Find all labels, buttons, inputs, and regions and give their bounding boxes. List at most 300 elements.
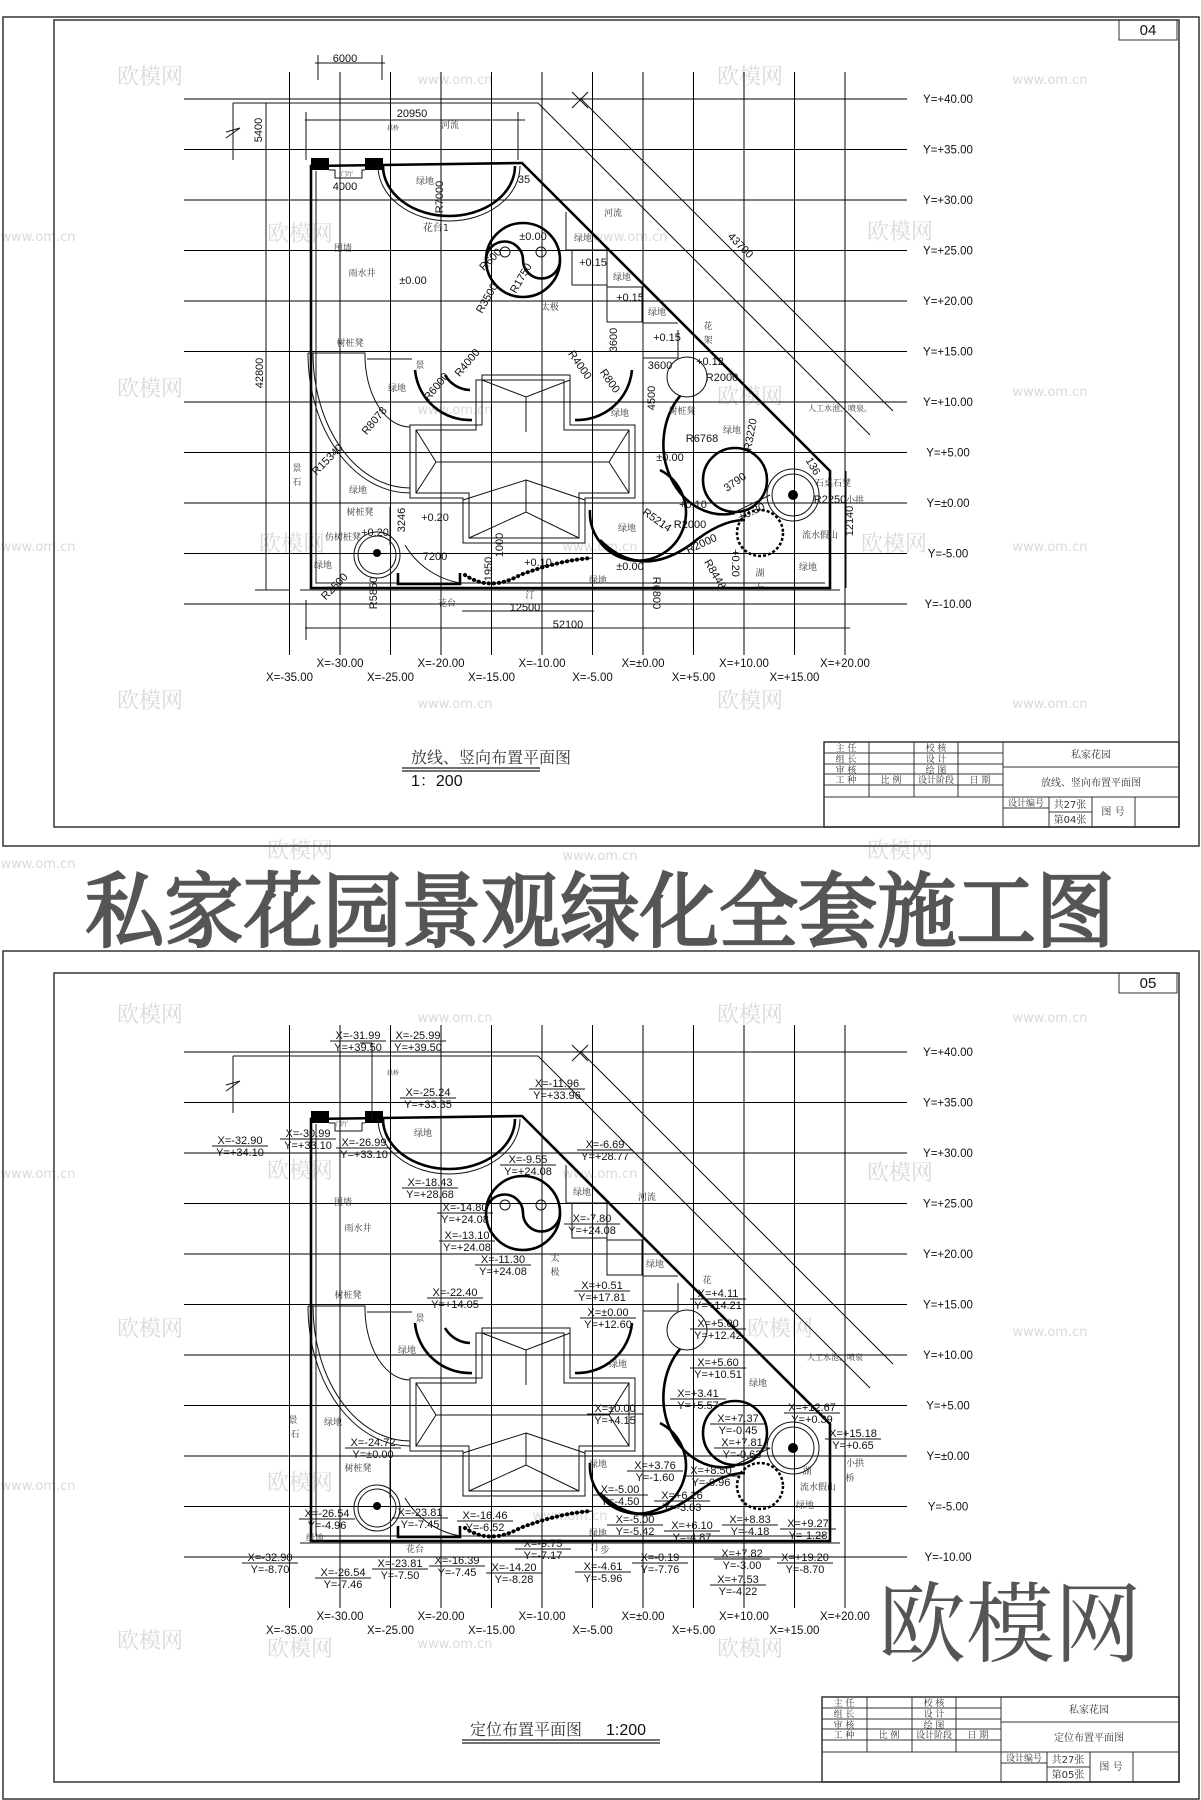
dimension-label: R2250 (813, 494, 847, 506)
coord-x: X=+8.83 (729, 1514, 771, 1526)
y-axis-label: Y=+5.00 (926, 1400, 970, 1413)
area-label: 绿地 (588, 1529, 608, 1539)
watermark-url: www.om.cn (562, 540, 638, 555)
drawing-title (462, 1720, 660, 1743)
watermark-url: www.om.cn (417, 73, 493, 88)
watermark-url: www.om.cn (1012, 540, 1088, 555)
area-label: 绿地 (617, 524, 637, 534)
watermark-url: www.om.cn (562, 849, 638, 864)
dimension-label: +0.10 (679, 499, 707, 511)
dimension-label: R600 (477, 246, 505, 274)
coord-y: Y=+39.50 (394, 1042, 442, 1054)
footer-label: 日 期 (969, 776, 991, 786)
watermark-logo: 欧模网 (116, 377, 184, 402)
role-label: 审 核 (835, 766, 857, 776)
coord-y: Y=±0.00 (352, 1449, 394, 1461)
taiji-dot (500, 1200, 510, 1210)
title-block (824, 742, 1179, 827)
sheet-outer-border (0, 17, 1199, 846)
coord-x: X=+3.76 (634, 1460, 676, 1472)
coord-x: X=-7.80 (572, 1213, 612, 1225)
coordinate-callout (690, 1288, 746, 1312)
area-label: 石 (755, 583, 765, 593)
coord-y: Y=+24.08 (443, 1242, 491, 1254)
footer-label: 工 种 (833, 1731, 855, 1741)
tree-stump-seat (373, 1502, 381, 1510)
watermark-url: www.om.cn (0, 1479, 76, 1494)
drawing-scale: 1:200 (606, 1722, 647, 1739)
dimension-label: R2000 (673, 519, 707, 531)
semicircle-bed-outer (378, 166, 520, 221)
x-axis-label: X=-10.00 (518, 1611, 566, 1623)
area-label: 绿地 (645, 1260, 665, 1270)
watermark-url: www.om.cn (0, 230, 76, 245)
coord-x: X=+8.50 (690, 1465, 732, 1477)
sheet-number: 05 (1139, 975, 1157, 992)
coordinate-callout (714, 1548, 770, 1572)
coord-y: Y=-8.70 (250, 1564, 290, 1576)
coord-x: X=-26.54 (304, 1508, 350, 1520)
coord-y: Y=+24.08 (479, 1266, 527, 1278)
area-label: 绿地 (397, 1346, 417, 1356)
area-label: 花台 (405, 1545, 425, 1555)
coord-y: Y=-3.03 (662, 1502, 702, 1514)
coord-x: X=+6.10 (671, 1520, 713, 1532)
coord-y: Y=+12.42 (694, 1330, 742, 1342)
coordinate-callout (400, 1087, 456, 1111)
coord-y: Y=+14.21 (694, 1300, 742, 1312)
watermark-url: www.om.cn (417, 1637, 493, 1652)
dimension-label: R8448 (701, 557, 728, 592)
dimension-label: 1950 (483, 556, 495, 582)
dimension-label: R15340 (310, 442, 346, 478)
coordinate-callout (627, 1460, 683, 1484)
area-label: 绿地 (798, 563, 818, 573)
area-label: 桥 (845, 1474, 855, 1484)
design-number-label: 设计编号 (1005, 1754, 1043, 1764)
area-label: 绿地 (588, 576, 608, 586)
sheet-inner-frame (54, 20, 1179, 827)
watermark-url: www.om.cn (592, 230, 668, 245)
coordinate-grid (184, 1025, 973, 1637)
watermark-logo: 欧模网 (258, 532, 326, 557)
area-label: 架 (703, 336, 713, 346)
x-axis-label: X=-5.00 (572, 1625, 613, 1637)
dimension-label: R2000 (684, 531, 719, 557)
area-label: 汀 (590, 1543, 600, 1553)
dimension-label: R4000 (452, 346, 483, 380)
dimension-label: 3600 (608, 327, 620, 353)
dimension-label: 35 (517, 174, 531, 186)
area-label: 花 (702, 1276, 712, 1286)
dimension-label: +0.15 (653, 332, 681, 344)
x-axis-label: X=-15.00 (468, 672, 515, 684)
taiji-curve (486, 1195, 560, 1232)
y-axis-label: Y=-5.00 (927, 548, 969, 561)
coord-x: X=+6.26 (661, 1490, 703, 1502)
coordinate-grid (184, 72, 973, 684)
dimension-label: 7200 (422, 551, 448, 563)
y-axis-label: Y=±0.00 (926, 1451, 970, 1463)
coordinate-callout (592, 1484, 648, 1508)
dimension-label: 6000 (332, 53, 358, 65)
dimension-label: R800 (597, 367, 622, 396)
y-axis-label: Y=+5.00 (926, 447, 970, 460)
watermark-url: www.om.cn (1012, 385, 1088, 400)
area-label: 门厅 (340, 171, 354, 178)
coord-x: X=-31.99 (335, 1030, 381, 1042)
area-label: 小拱 (845, 1459, 865, 1469)
taiji-dot (536, 1200, 546, 1210)
dimension-label: +0.30 (736, 500, 767, 524)
watermark-url: www.om.cn (417, 697, 493, 712)
drawing-number-label: 图 号 (1099, 1762, 1123, 1773)
area-label: 河流 (440, 121, 460, 131)
planting-arc (445, 1328, 470, 1343)
dimension-label: R1750 (508, 261, 535, 296)
dimension-label: R2000 (705, 372, 739, 384)
watermark-logo-large: 欧模网 (877, 1573, 1143, 1676)
coordinate-callout (390, 1030, 446, 1054)
dimension-label: R6800 (650, 576, 662, 610)
coord-x: X=+3.41 (677, 1388, 719, 1400)
site-plan (226, 1043, 893, 1543)
role-label: 组 长 (835, 755, 857, 765)
x-axis-label: X=-5.00 (572, 672, 613, 684)
coord-y: Y=-6.52 (465, 1522, 505, 1534)
dimension-label: 3246 (396, 507, 408, 533)
watermark-logo: 欧模网 (866, 839, 934, 864)
footer-label: 日 期 (967, 1731, 989, 1741)
dimension-label: R4000 (565, 348, 594, 382)
dimension-label: R3500 (474, 281, 501, 316)
dimension-43700-line (580, 98, 893, 411)
coord-x: X=-32.90 (217, 1135, 263, 1147)
coord-x: X=-4.61 (583, 1561, 623, 1573)
coord-x: X=+7.53 (717, 1574, 759, 1586)
watermark-logo: 欧模网 (866, 220, 934, 245)
area-label: 景 (415, 361, 425, 371)
coord-y: Y=-0.45 (718, 1425, 758, 1437)
coord-x: X=-23.81 (397, 1507, 443, 1519)
coord-y: Y=+4.15 (594, 1415, 636, 1427)
gate-pillar (365, 158, 383, 170)
drawing-title-text: 定位布置平面图 (470, 1720, 583, 1739)
dimension-label: R3220 (742, 417, 760, 452)
x-axis-label: X=-15.00 (468, 1625, 515, 1637)
x-axis-label: X=-30.00 (316, 658, 364, 670)
watermark-logo: 欧模网 (266, 222, 334, 247)
dimension-label: 52100 (552, 619, 584, 631)
area-label: 石 (290, 1430, 300, 1440)
coord-y: Y=+0.39 (791, 1414, 833, 1426)
coordinate-callout (437, 1202, 493, 1226)
watermark-logo: 欧模网 (716, 65, 784, 90)
coord-y: Y=-7.46 (323, 1579, 363, 1591)
y-axis-label: Y=+25.00 (923, 1198, 973, 1211)
area-label: 人工水池、喷泉。 (808, 404, 872, 413)
watermark-url: www.om.cn (417, 1011, 493, 1026)
coordinate-callout (722, 1514, 778, 1538)
project-name: 私家花园 (1071, 750, 1111, 761)
dimension-label: 4500 (646, 385, 658, 411)
footer-label: 设计阶段 (917, 776, 955, 786)
taiji-dot (536, 247, 546, 257)
watermark-url: www.om.cn (0, 540, 76, 555)
dimension-label: R7000 (434, 180, 446, 214)
area-label: 树桩凳 (344, 1464, 372, 1474)
coord-x: X=-0.19 (640, 1552, 680, 1564)
y-axis-label: Y=+30.00 (923, 1148, 973, 1160)
watermark-logo: 欧模网 (116, 1629, 184, 1654)
role-label: 主 任 (833, 1699, 855, 1709)
area-label: 湖 (755, 569, 765, 579)
role-label: 绘 图 (923, 1721, 945, 1731)
area-label: 石桌石凳 (814, 479, 852, 489)
coordinate-callout (777, 1552, 833, 1576)
quarter-arc-inner (308, 1306, 410, 1380)
x-axis-label: X=-25.00 (367, 1625, 414, 1637)
role-label: 审 核 (833, 1721, 855, 1731)
area-label: 极 (550, 1268, 560, 1278)
coord-x: X=-18.43 (407, 1177, 453, 1189)
watermark-logo: 欧模网 (116, 1003, 184, 1028)
coord-x: X=-5.00 (615, 1514, 655, 1526)
watermark-logo: 欧模网 (266, 1471, 334, 1496)
area-label: 仿树桩凳 (324, 533, 362, 543)
area-label: 小拱 (845, 496, 865, 506)
coordinate-callout (336, 1137, 392, 1161)
total-sheets: 共27张 (1053, 800, 1087, 811)
coordinate-callout (825, 1428, 881, 1452)
watermark-logo: 欧模网 (860, 532, 928, 557)
x-axis-label: X=-30.00 (316, 1611, 364, 1623)
watermark-logo: 欧模网 (116, 65, 184, 90)
coord-y: Y=+0.65 (832, 1440, 874, 1452)
semicircle-bed-outer (378, 1119, 520, 1174)
dimension-label: 136 (802, 455, 823, 478)
footer-label: 工 种 (835, 776, 857, 786)
y-axis-label: Y=±0.00 (926, 498, 970, 510)
watermark-logo: 欧模网 (116, 689, 184, 714)
area-label: 太极 (540, 303, 560, 313)
watermark-url: www.om.cn (0, 857, 76, 872)
role-label: 校 核 (923, 1699, 945, 1709)
watermark-url: www.om.cn (1012, 1011, 1088, 1026)
coord-y: Y=+24.08 (568, 1225, 616, 1237)
watermark-logo: 欧模网 (266, 1159, 334, 1184)
area-label: 石 (292, 478, 302, 488)
dimension-label: 42800 (254, 357, 266, 389)
y-axis-label: Y=+30.00 (923, 195, 973, 207)
x-axis-label: X=-20.00 (417, 658, 465, 670)
area-label: 景 (415, 1314, 425, 1324)
coordinate-callout (392, 1507, 448, 1531)
coord-y: Y=+34.10 (216, 1147, 264, 1159)
area-label: 绿地 (572, 1188, 592, 1198)
x-axis-label: X=-35.00 (266, 1625, 313, 1637)
area-label: 围墙 (333, 244, 353, 254)
stone-table (788, 1443, 798, 1453)
area-label: 绿地 (610, 409, 630, 419)
flower-platform (398, 573, 460, 584)
area-label: 拱桥 (386, 125, 400, 132)
coordinate-callout (683, 1465, 739, 1489)
total-sheets: 共27张 (1051, 1755, 1085, 1766)
coord-y: Y=-7.17 (523, 1550, 563, 1562)
coordinate-callout (280, 1128, 336, 1152)
x-axis-label: X=-20.00 (417, 1611, 465, 1623)
coordinate-callout (439, 1230, 495, 1254)
area-label: 绿地 (748, 1379, 768, 1389)
dimension-vertical (255, 103, 290, 590)
coordinate-callout (402, 1177, 458, 1201)
x-axis-label: X=±0.00 (621, 658, 665, 670)
coord-y: Y=-4.22 (718, 1586, 758, 1598)
x-axis-label: X=+10.00 (719, 1611, 769, 1623)
coord-y: Y=-4.18 (730, 1526, 770, 1538)
coordinate-callout (486, 1562, 542, 1586)
sheet-number: 04 (1139, 22, 1157, 39)
project-name: 私家花园 (1069, 1705, 1109, 1716)
stone-table (788, 490, 798, 500)
x-axis-label: X=-35.00 (266, 672, 313, 684)
gate-pillar (311, 158, 329, 170)
dimension-label: R5850 (368, 576, 380, 610)
coordinate-callout (587, 1403, 643, 1427)
coordinate-callout (780, 1518, 836, 1542)
dimension-label: 12500 (509, 602, 541, 614)
area-label: 河流 (637, 1193, 657, 1203)
area-label: 拱桥 (386, 1070, 400, 1077)
x-axis-label: X=+20.00 (820, 658, 870, 670)
area-label: 树桩凳 (668, 407, 696, 417)
dimension-label: ±0.00 (656, 452, 684, 464)
dimension-tick (572, 92, 588, 108)
coord-x: X=-9.75 (523, 1538, 563, 1550)
area-label: 流水假山 (801, 531, 839, 541)
area-label: 雨水井 (344, 1224, 372, 1234)
x-axis-label: X=±0.00 (621, 1611, 665, 1623)
coord-x: X=-9.55 (508, 1154, 548, 1166)
dimension-label: +0.20 (361, 527, 389, 539)
coordinate-callout (632, 1552, 688, 1576)
area-label: 河流 (603, 209, 623, 219)
coord-y: Y=-7.50 (380, 1570, 420, 1582)
area-label: 花 (703, 322, 713, 332)
coord-x: X=-30.99 (285, 1128, 331, 1140)
area-label: 树桩凳 (334, 1291, 362, 1301)
dimension-label: 43700 (725, 230, 756, 261)
drawing-number-label: 图 号 (1101, 807, 1125, 818)
coordinate-callout (690, 1357, 746, 1381)
y-axis-label: Y=-10.00 (924, 1552, 972, 1564)
x-axis-label: X=+5.00 (671, 672, 716, 684)
area-label: 绿地 (608, 1360, 628, 1370)
sheet-index: 第04张 (1053, 815, 1087, 826)
area-label: 绿地 (647, 308, 667, 318)
coordinate-callout (690, 1318, 746, 1342)
area-label: 汀 (525, 591, 535, 601)
watermark-logo: 欧模网 (866, 1161, 934, 1186)
area-label: 绿地 (573, 234, 593, 244)
coord-x: X=-11.96 (534, 1078, 580, 1090)
page-title: 私家花园景观绿化全套施工图 (85, 865, 1115, 960)
coord-x: X=-6.69 (585, 1139, 625, 1151)
sheet-number-box (1119, 973, 1177, 993)
leader (360, 1043, 372, 1119)
coord-y: Y=+12.60 (584, 1319, 632, 1331)
dimension-label: R6000 (421, 370, 452, 404)
drawing-name: 定位布置平面图 (1054, 1733, 1124, 1744)
area-label: 绿地 (795, 1501, 815, 1511)
coord-x: X=±0.00 (594, 1403, 636, 1415)
coord-y: Y=-5.42 (615, 1526, 655, 1538)
dimension-tick (572, 1045, 588, 1061)
coordinate-callout (212, 1135, 268, 1159)
footer-label: 比 例 (880, 776, 902, 786)
area-label: 绿地 (323, 1418, 343, 1428)
y-axis-label: Y=+40.00 (923, 1047, 973, 1059)
watermark-url: www.om.cn (1012, 73, 1088, 88)
area-label: 绿地 (313, 561, 333, 571)
role-label: 组 长 (833, 1710, 855, 1720)
area-label: 人工水池、喷泉 (807, 1353, 863, 1362)
dimension-label: +0.20 (421, 512, 449, 524)
y-axis-label: Y=-5.00 (927, 1501, 969, 1514)
coord-y: Y=+5.57 (677, 1400, 719, 1412)
gate-pillar (365, 1111, 383, 1123)
coordinate-callout (575, 1561, 631, 1585)
x-axis-label: X=-25.00 (367, 672, 414, 684)
coord-y: Y=-7.45 (400, 1519, 440, 1531)
watermark-logo: 欧模网 (716, 1003, 784, 1028)
dimension-label: 12140 (844, 505, 856, 537)
watermark-logo: 欧模网 (716, 689, 784, 714)
area-label: 流水假山 (799, 1483, 837, 1493)
coordinate-callout (315, 1567, 371, 1591)
coord-x: X=-32.90 (247, 1552, 293, 1564)
y-axis-label: Y=+10.00 (923, 1350, 973, 1362)
watermark-logo: 欧模网 (746, 1317, 814, 1342)
title-block (822, 1697, 1179, 1782)
watermark-url: www.om.cn (1012, 697, 1088, 712)
role-label: 设 计 (923, 1710, 945, 1720)
coordinate-callout (710, 1413, 766, 1437)
y-axis-label: Y=+35.00 (923, 144, 973, 157)
dimension-label: R8078 (359, 404, 390, 438)
coord-y: Y=-1.60 (635, 1472, 675, 1484)
watermark-url: www.om.cn (0, 1167, 76, 1182)
drawing-scale: 1：200 (411, 773, 463, 790)
coord-x: X=+9.27 (787, 1518, 829, 1530)
role-label: 主 任 (835, 744, 857, 754)
dimension-label: +0.15 (579, 257, 607, 269)
coord-y: Y=-0.63 (722, 1449, 762, 1461)
coord-y: Y=-7.45 (437, 1567, 477, 1579)
x-axis-label: X=+5.00 (671, 1625, 716, 1637)
coord-x: X=+5.00 (697, 1318, 739, 1330)
dimension-label: +0.10 (524, 557, 552, 569)
y-axis-label: Y=+25.00 (923, 245, 973, 258)
sheet-index: 第05张 (1051, 1770, 1085, 1781)
coordinate-callout (670, 1388, 726, 1412)
dimension-label: R2500 (319, 571, 351, 603)
coordinate-callout (654, 1490, 710, 1514)
coord-y: Y=-4.50 (600, 1496, 640, 1508)
area-label: 绿地 (612, 273, 632, 283)
drawing-title (402, 748, 571, 790)
